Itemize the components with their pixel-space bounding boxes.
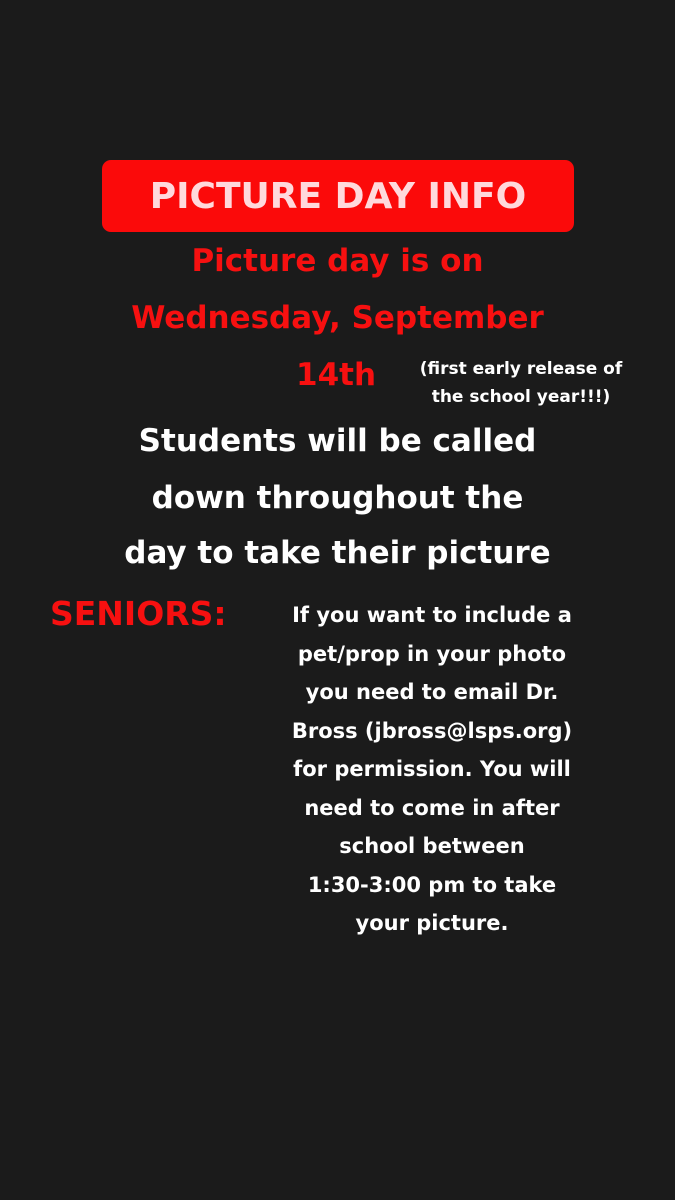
seniors-line: Bross (jbross@lsps.org) — [291, 718, 573, 743]
seniors-line: pet/prop in your photo — [297, 641, 567, 666]
seniors-line: you need to email Dr. — [305, 680, 559, 704]
seniors-instructions — [262, 596, 602, 943]
seniors-line: If you want to include a — [292, 603, 572, 627]
students-line: day to take their picture — [124, 535, 551, 571]
note-line: (first early release of — [419, 359, 623, 379]
early-release-note — [396, 355, 646, 411]
date-day: 14th — [296, 357, 377, 393]
students-line: down throughout the — [151, 480, 524, 516]
date-line-2: Wednesday, September — [131, 300, 544, 336]
seniors-line: for permission. You will — [293, 757, 571, 781]
seniors-label: SENIORS: — [50, 594, 227, 633]
banner-title: PICTURE DAY INFO — [149, 175, 527, 217]
students-line: Students will be called — [138, 423, 537, 459]
seniors-line: school between — [339, 834, 525, 858]
title-banner — [102, 160, 574, 232]
seniors-line: your picture. — [355, 911, 509, 935]
date-line-1: Picture day is on — [191, 243, 484, 279]
note-line: the school year!!!) — [431, 387, 611, 407]
seniors-line: 1:30-3:00 pm to take — [307, 872, 557, 897]
seniors-line: need to come in after — [304, 795, 560, 820]
